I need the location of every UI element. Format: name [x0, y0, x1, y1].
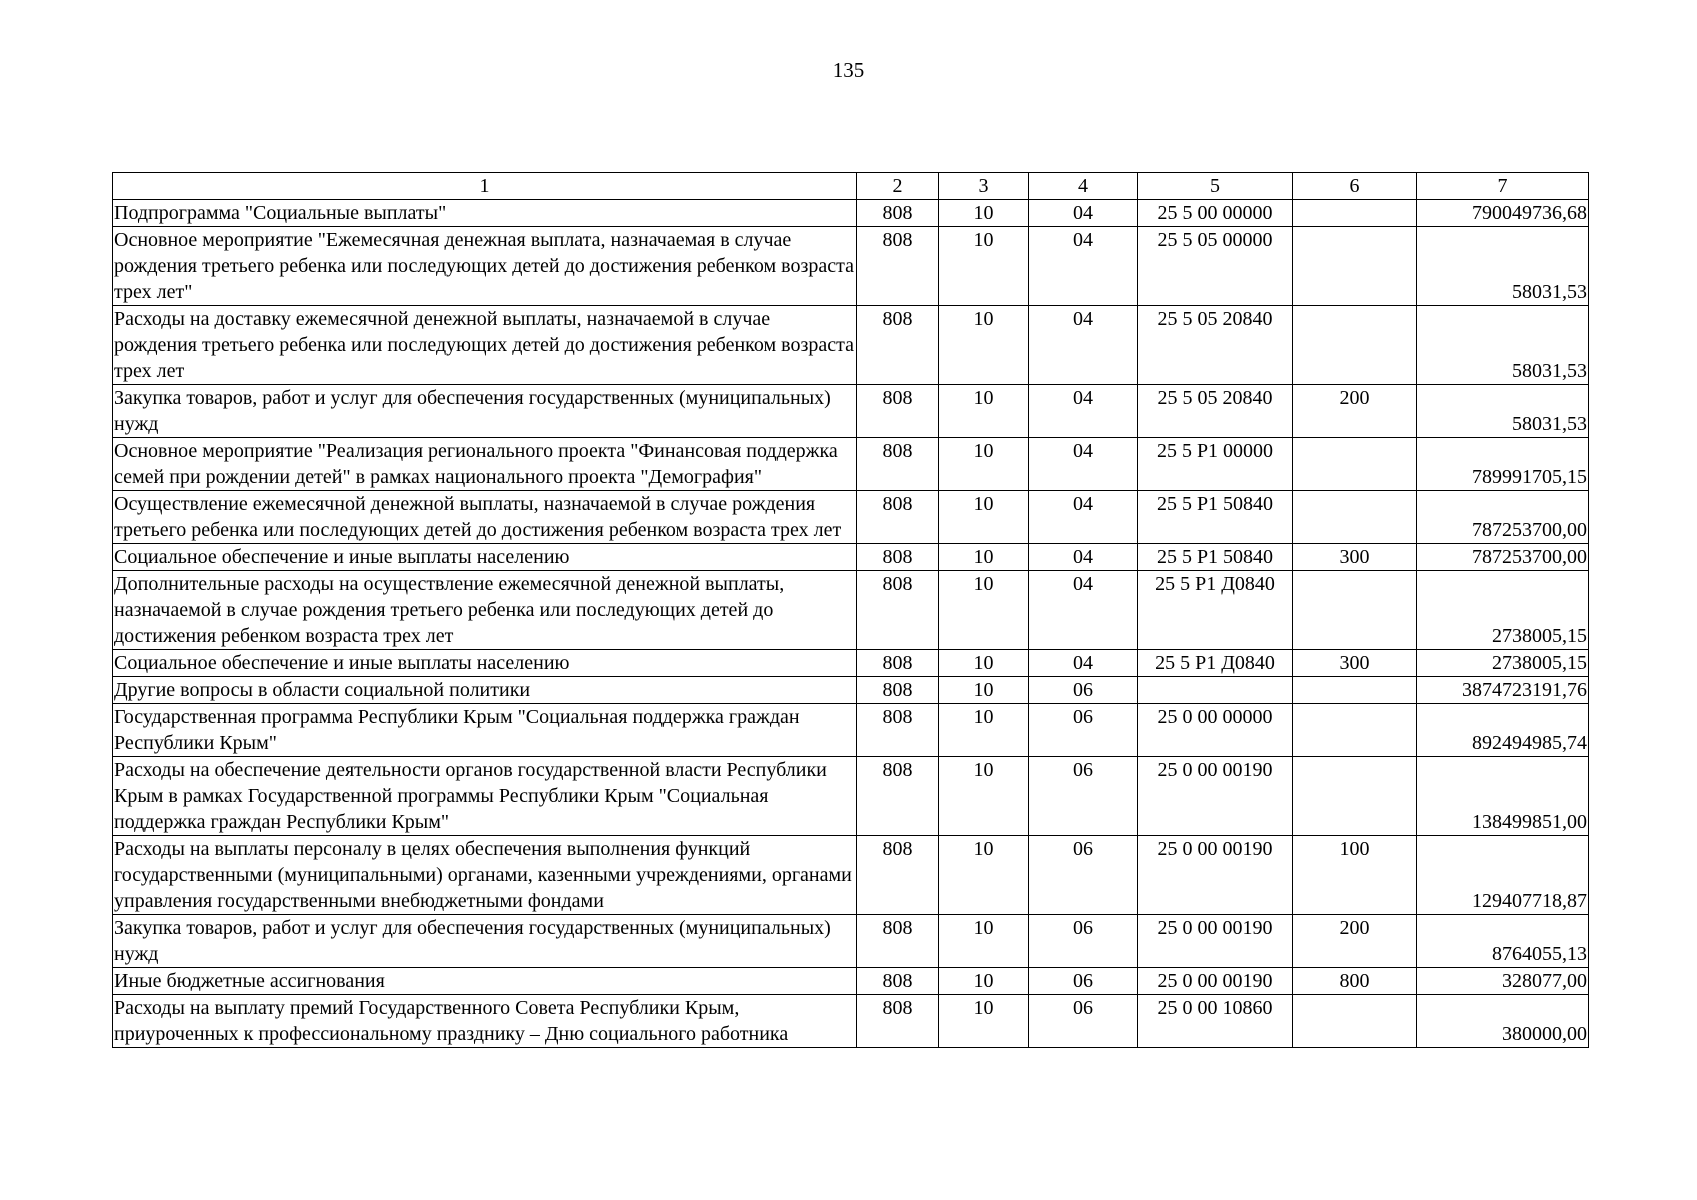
row-target-article: 25 5 P1 50840: [1138, 544, 1293, 571]
row-expense-type: [1293, 995, 1417, 1048]
page-number: 135: [832, 58, 865, 82]
table-row: [113, 836, 1589, 915]
row-subsection-code: 04: [1029, 438, 1138, 491]
row-ministry-code: 808: [857, 995, 939, 1048]
row-section-code: 10: [939, 227, 1029, 306]
row-amount: 138499851,00: [1417, 757, 1589, 836]
row-name: Расходы на обеспечение деятельности органов государственной власти Республики Крым в рамках Государственной программы Республики Крым "Социальная поддержка граждан Республики Крым": [113, 757, 857, 836]
row-ministry-code: 808: [857, 438, 939, 491]
row-subsection-code: 06: [1029, 995, 1138, 1048]
row-subsection-code: 04: [1029, 227, 1138, 306]
row-name: Расходы на доставку ежемесячной денежной выплаты, назначаемой в случае рождения третьего ребенка или последующих детей до достижения ребенком возраста трех лет: [113, 306, 857, 385]
row-expense-type: [1293, 757, 1417, 836]
row-amount: 789991705,15: [1417, 438, 1589, 491]
row-amount: 787253700,00: [1417, 491, 1589, 544]
row-subsection-code: 06: [1029, 704, 1138, 757]
row-amount: 129407718,87: [1417, 836, 1589, 915]
row-target-article: 25 5 P1 00000: [1138, 438, 1293, 491]
row-target-article: 25 5 P1 Д0840: [1138, 650, 1293, 677]
row-ministry-code: 808: [857, 491, 939, 544]
budget-table: [112, 172, 1589, 1048]
row-expense-type: [1293, 491, 1417, 544]
row-section-code: 10: [939, 995, 1029, 1048]
row-target-article: 25 5 05 20840: [1138, 385, 1293, 438]
row-amount: 58031,53: [1417, 306, 1589, 385]
row-ministry-code: 808: [857, 650, 939, 677]
header-cell-3: 3: [939, 173, 1029, 200]
row-subsection-code: 06: [1029, 677, 1138, 704]
row-name: Расходы на выплату премий Государственного Совета Республики Крым, приуроченных к профессиональному празднику – Дню социального работника: [113, 995, 857, 1048]
row-subsection-code: 04: [1029, 650, 1138, 677]
row-subsection-code: 04: [1029, 200, 1138, 227]
row-amount: 58031,53: [1417, 227, 1589, 306]
table-row: [113, 915, 1589, 968]
row-target-article: 25 0 00 00190: [1138, 757, 1293, 836]
row-amount: 790049736,68: [1417, 200, 1589, 227]
header-cell-6: 6: [1293, 173, 1417, 200]
row-section-code: 10: [939, 385, 1029, 438]
row-name: Иные бюджетные ассигнования: [113, 968, 857, 995]
row-section-code: 10: [939, 677, 1029, 704]
row-name: Закупка товаров, работ и услуг для обеспечения государственных (муниципальных) нужд: [113, 385, 857, 438]
header-cell-2: 2: [857, 173, 939, 200]
row-amount: 2738005,15: [1417, 571, 1589, 650]
row-amount: 328077,00: [1417, 968, 1589, 995]
row-ministry-code: 808: [857, 757, 939, 836]
row-subsection-code: 04: [1029, 571, 1138, 650]
row-name: Закупка товаров, работ и услуг для обеспечения государственных (муниципальных) нужд: [113, 915, 857, 968]
row-name: Осуществление ежемесячной денежной выплаты, назначаемой в случае рождения третьего ребенка или последующих детей до достижения ребенком возраста трех лет: [113, 491, 857, 544]
row-target-article: 25 0 00 00190: [1138, 968, 1293, 995]
row-expense-type: 200: [1293, 915, 1417, 968]
row-target-article: 25 5 05 00000: [1138, 227, 1293, 306]
row-amount: 380000,00: [1417, 995, 1589, 1048]
row-ministry-code: 808: [857, 836, 939, 915]
table-row: [113, 544, 1589, 571]
row-subsection-code: 04: [1029, 544, 1138, 571]
row-ministry-code: 808: [857, 704, 939, 757]
header-cell-1: 1: [113, 173, 857, 200]
row-target-article: 25 0 00 00000: [1138, 704, 1293, 757]
row-target-article: 25 5 05 20840: [1138, 306, 1293, 385]
header-row: [113, 173, 1589, 200]
header-cell-7: 7: [1417, 173, 1589, 200]
row-expense-type: [1293, 677, 1417, 704]
row-section-code: 10: [939, 650, 1029, 677]
row-expense-type: [1293, 571, 1417, 650]
row-ministry-code: 808: [857, 227, 939, 306]
table-row: [113, 306, 1589, 385]
table-row: [113, 491, 1589, 544]
row-section-code: 10: [939, 438, 1029, 491]
row-ministry-code: 808: [857, 306, 939, 385]
row-subsection-code: 06: [1029, 915, 1138, 968]
row-subsection-code: 06: [1029, 757, 1138, 836]
table-row: [113, 968, 1589, 995]
table-row: [113, 438, 1589, 491]
row-ministry-code: 808: [857, 968, 939, 995]
row-target-article: [1138, 677, 1293, 704]
row-section-code: 10: [939, 968, 1029, 995]
row-amount: 2738005,15: [1417, 650, 1589, 677]
row-target-article: 25 5 P1 50840: [1138, 491, 1293, 544]
table-row: [113, 704, 1589, 757]
row-subsection-code: 04: [1029, 491, 1138, 544]
row-expense-type: 200: [1293, 385, 1417, 438]
row-subsection-code: 06: [1029, 836, 1138, 915]
row-ministry-code: 808: [857, 677, 939, 704]
row-ministry-code: 808: [857, 571, 939, 650]
row-ministry-code: 808: [857, 915, 939, 968]
row-section-code: 10: [939, 757, 1029, 836]
row-name: Государственная программа Республики Крым "Социальная поддержка граждан Республики Крым": [113, 704, 857, 757]
row-subsection-code: 04: [1029, 385, 1138, 438]
row-section-code: 10: [939, 491, 1029, 544]
row-name: Другие вопросы в области социальной политики: [113, 677, 857, 704]
row-ministry-code: 808: [857, 544, 939, 571]
table-row: [113, 677, 1589, 704]
row-target-article: 25 0 00 00190: [1138, 915, 1293, 968]
row-target-article: 25 0 00 00190: [1138, 836, 1293, 915]
row-expense-type: 300: [1293, 650, 1417, 677]
row-expense-type: 800: [1293, 968, 1417, 995]
row-target-article: 25 5 P1 Д0840: [1138, 571, 1293, 650]
row-section-code: 10: [939, 836, 1029, 915]
row-name: Социальное обеспечение и иные выплаты населению: [113, 650, 857, 677]
header-cell-4: 4: [1029, 173, 1138, 200]
row-expense-type: [1293, 200, 1417, 227]
row-section-code: 10: [939, 544, 1029, 571]
row-section-code: 10: [939, 571, 1029, 650]
table-row: [113, 757, 1589, 836]
row-section-code: 10: [939, 200, 1029, 227]
row-ministry-code: 808: [857, 200, 939, 227]
row-name: Подпрограмма "Социальные выплаты": [113, 200, 857, 227]
table-row: [113, 650, 1589, 677]
row-amount: 8764055,13: [1417, 915, 1589, 968]
row-section-code: 10: [939, 306, 1029, 385]
row-target-article: 25 5 00 00000: [1138, 200, 1293, 227]
table-row: [113, 995, 1589, 1048]
row-amount: 58031,53: [1417, 385, 1589, 438]
row-section-code: 10: [939, 704, 1029, 757]
header-cell-5: 5: [1138, 173, 1293, 200]
row-expense-type: 300: [1293, 544, 1417, 571]
row-expense-type: [1293, 227, 1417, 306]
row-amount: 3874723191,76: [1417, 677, 1589, 704]
row-name: Дополнительные расходы на осуществление ежемесячной денежной выплаты, назначаемой в случае рождения третьего ребенка или последующих детей до достижения ребенком возраста трех лет: [113, 571, 857, 650]
table-row: [113, 200, 1589, 227]
row-amount: 892494985,74: [1417, 704, 1589, 757]
row-expense-type: [1293, 306, 1417, 385]
row-expense-type: 100: [1293, 836, 1417, 915]
row-expense-type: [1293, 438, 1417, 491]
row-name: Социальное обеспечение и иные выплаты населению: [113, 544, 857, 571]
row-subsection-code: 06: [1029, 968, 1138, 995]
row-ministry-code: 808: [857, 385, 939, 438]
row-amount: 787253700,00: [1417, 544, 1589, 571]
row-name: Основное мероприятие "Ежемесячная денежная выплата, назначаемая в случае рождения третьего ребенка или последующих детей до достижения ребенком возраста трех лет": [113, 227, 857, 306]
row-name: Расходы на выплаты персоналу в целях обеспечения выполнения функций государственными (муниципальными) органами, казенными учреждениями, органами управления государственными внебюджетными фондами: [113, 836, 857, 915]
table-row: [113, 571, 1589, 650]
row-subsection-code: 04: [1029, 306, 1138, 385]
row-name: Основное мероприятие "Реализация регионального проекта "Финансовая поддержка семей при рождении детей" в рамках национального проекта "Демография": [113, 438, 857, 491]
row-expense-type: [1293, 704, 1417, 757]
row-section-code: 10: [939, 915, 1029, 968]
row-target-article: 25 0 00 10860: [1138, 995, 1293, 1048]
table-row: [113, 227, 1589, 306]
table-row: [113, 385, 1589, 438]
